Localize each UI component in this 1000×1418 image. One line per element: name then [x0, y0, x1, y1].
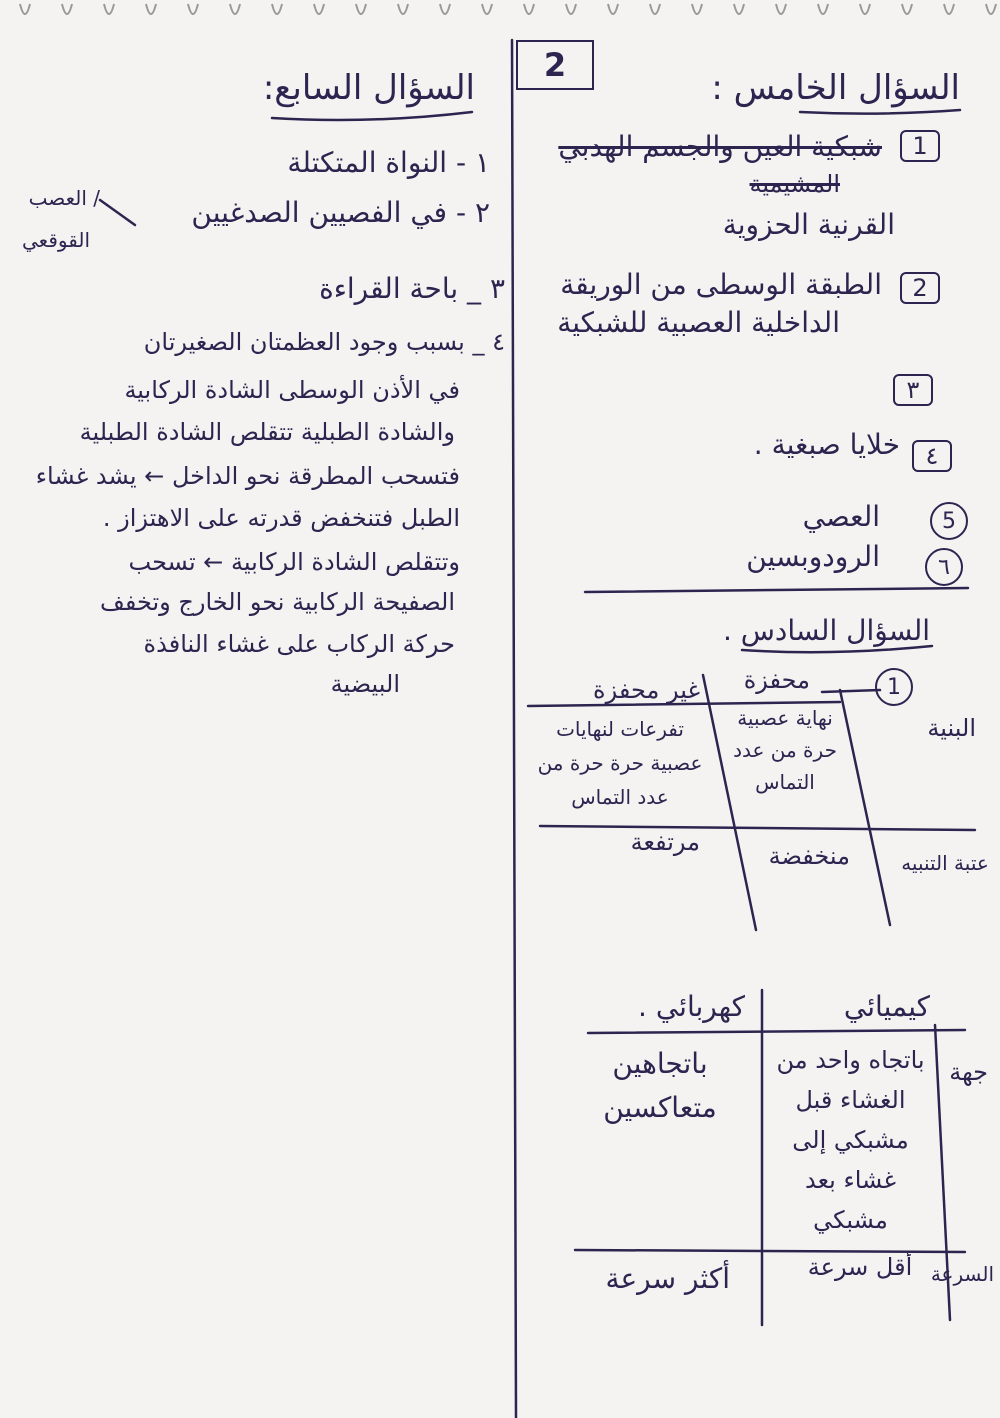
- table1-row2-label: عتبة التنبيه: [901, 851, 989, 875]
- page-number-box: [516, 40, 594, 90]
- q7-item2: ٢ - في الفصيين الصدغيين: [191, 196, 490, 229]
- table2-row2-cell2: أكثر سرعة: [605, 1262, 730, 1295]
- q5-item4: خلايا صبغية .: [753, 428, 900, 461]
- table1-header-2: غير محفزة: [593, 676, 700, 704]
- table2-row1-cell2: باتجاهين متعاكسين: [603, 1047, 717, 1124]
- q5-item1-answer: القرنية الحزوية: [722, 208, 895, 241]
- q7-item4-line3: والشادة الطبلية تتقلص الشادة الطبلية: [79, 418, 455, 446]
- table2-row2-cell1: أقل سرعة: [807, 1253, 913, 1281]
- table1-row1-label: البنية: [927, 714, 976, 742]
- q5-num-2: 2: [900, 272, 940, 304]
- table2-row2-label: السرعة: [930, 1262, 994, 1286]
- table1-row2-cell1: منخفضة: [768, 842, 850, 870]
- q5-num-3: ٣: [893, 374, 933, 406]
- table1-row1-cell1: نهاية عصبية حرة من عدد التماس: [733, 706, 837, 794]
- q5-item2-line2: الداخلية العصبية للشبكية: [557, 306, 840, 339]
- table2-header-2: كهربائي .: [638, 990, 745, 1023]
- table2-row1-label: جهة: [949, 1058, 988, 1086]
- q7-item4-line2: في الأذن الوسطى الشادة الركابية: [124, 376, 460, 404]
- q5-title: السؤال الخامس :: [711, 68, 960, 108]
- table1-row1-cell2: تفرعات لنهايات عصبية حرة حرة من عدد التماس: [537, 717, 703, 809]
- q5-num-1: 1: [900, 130, 940, 162]
- table2-header-1: كيميائي: [843, 990, 930, 1023]
- q5-item1-crossed2: المشيمية: [749, 170, 840, 198]
- q5-item2-line1: الطبقة الوسطى من الوريقة: [560, 268, 882, 301]
- q5-num-4: ٤: [912, 440, 952, 472]
- table1-row2-cell2: مرتفعة: [630, 828, 700, 856]
- q7-item4-line7: الصفيحة الركابية نحو الخارج وتخفف: [100, 588, 455, 616]
- q7-item4-line6: وتتقلص الشادة الركابية ← تسحب: [128, 548, 460, 576]
- q7-item4-line5: الطبل فتنخفض قدرته على الاهتزاز .: [102, 504, 460, 532]
- q6-num-1: 1: [875, 668, 913, 706]
- q7-item4-line9: البيضية: [330, 670, 400, 698]
- q7-item1: ١ - النواة المتكتلة: [287, 146, 490, 179]
- q6-title: السؤال السادس .: [722, 614, 930, 647]
- q5-item6: الرودوبسين: [746, 540, 880, 573]
- q7-title: السؤال السابع:: [262, 68, 475, 108]
- q7-item2-side1: / العصب: [28, 186, 100, 210]
- q5-num-6: ٦: [925, 548, 963, 586]
- table1-header-1: محفزة: [743, 666, 810, 694]
- q7-item2-side2: القوقعي: [22, 228, 90, 252]
- q5-num-5: 5: [930, 502, 968, 540]
- q7-item4-line4: فتسحب المطرقة نحو الداخل ← يشد غشاء: [35, 462, 460, 490]
- q7-item4-line1: ٤ _ بسبب وجود العظمتان الصغيرتان: [143, 328, 505, 356]
- q5-item1-crossed: شبكية العين والجسم الهدبي: [558, 130, 882, 163]
- page-number: 2: [543, 46, 567, 84]
- q5-item5: العصي: [802, 500, 880, 533]
- table2-row1-cell1: باتجاه واحد من الغشاء قبل مشبكي إلى غشاء بعد مشبكي: [776, 1046, 925, 1234]
- q7-item3: ٣ _ باحة القراءة: [319, 272, 505, 305]
- q7-item4-line8: حركة الركاب على غشاء النافذة: [143, 630, 455, 658]
